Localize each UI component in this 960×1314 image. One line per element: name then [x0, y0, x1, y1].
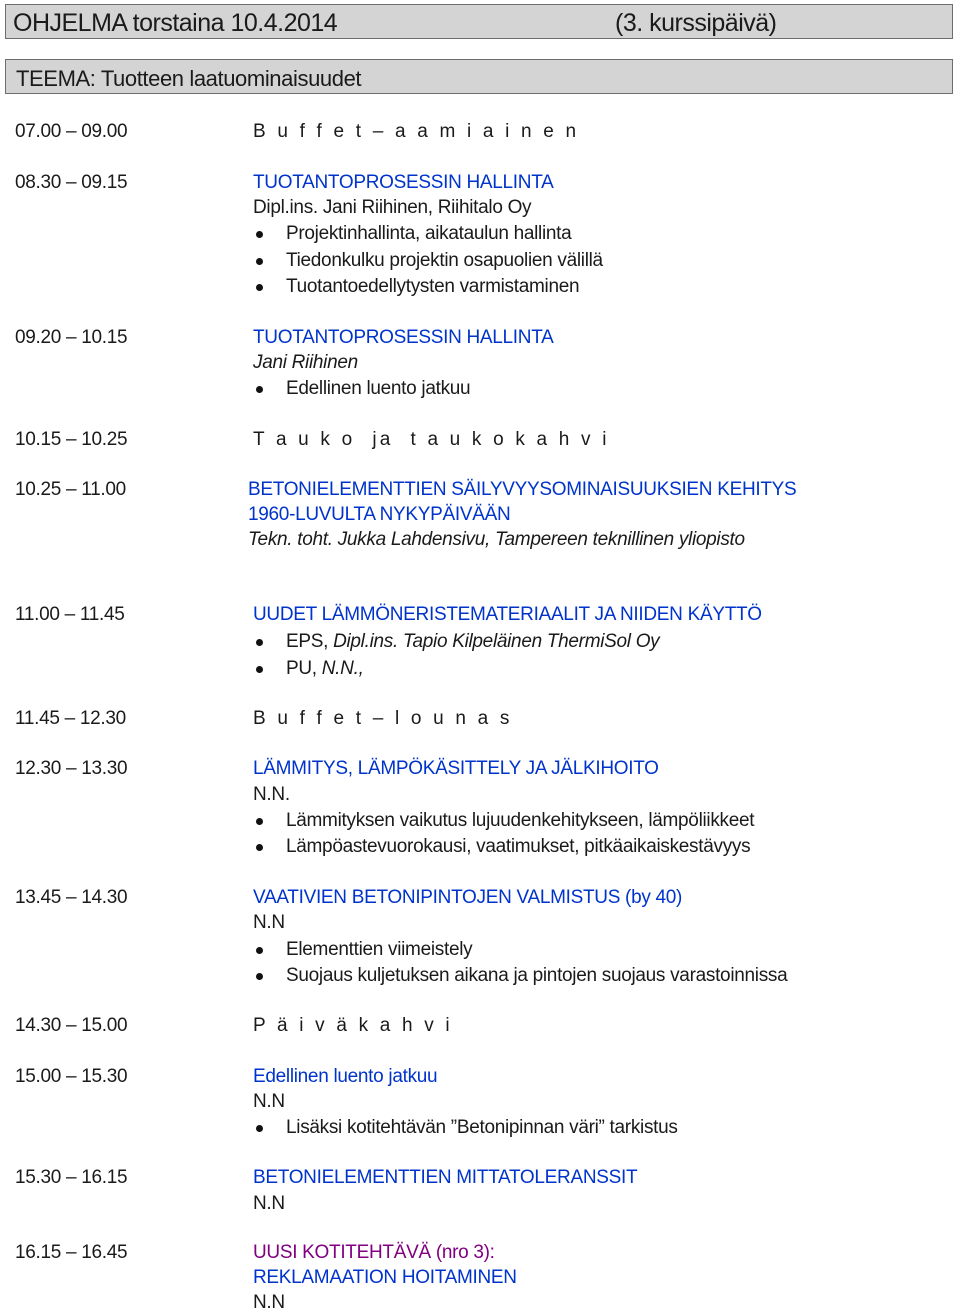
session-title: TUOTANTOPROSESSIN HALLINTA — [253, 327, 554, 348]
session-time: 13.45 – 14.30 — [15, 887, 128, 908]
session-speaker: N.N — [253, 1193, 285, 1214]
session-title: TUOTANTOPROSESSIN HALLINTA — [253, 172, 554, 193]
session-time: 10.25 – 11.00 — [15, 479, 126, 500]
theme-text: TEEMA: Tuotteen laatuominaisuudet — [16, 66, 362, 91]
session-title: BETONIELEMENTTIEN SÄILYVYYSOMINAISUUKSIEN KEHITYS — [248, 479, 797, 500]
bullet-icon — [256, 844, 263, 851]
session-time: 07.00 – 09.00 — [15, 121, 128, 142]
session-title: REKLAMAATION HOITAMINEN — [253, 1267, 517, 1288]
title-banner — [5, 4, 953, 39]
session-time: 16.15 – 16.45 — [15, 1242, 128, 1263]
session-time: 15.30 – 16.15 — [15, 1167, 128, 1188]
session-time: 11.00 – 11.45 — [15, 604, 125, 625]
session-speaker: N.N — [253, 912, 285, 933]
session-time: 11.45 – 12.30 — [15, 708, 126, 729]
bullet-icon — [256, 1125, 263, 1132]
bullet-icon — [256, 639, 263, 646]
bullet-icon — [256, 947, 263, 954]
bullet-icon — [256, 231, 263, 238]
session-title: P ä i v ä k a h v i — [253, 1015, 453, 1036]
session-speaker: Tekn. toht. Jukka Lahdensivu, Tampereen teknillinen yliopisto — [248, 529, 745, 550]
program-title: OHJELMA torstaina 10.4.2014 — [13, 9, 338, 37]
session-title: B u f f e t – a a m i a i n e n — [253, 121, 580, 142]
session-time: 14.30 – 15.00 — [15, 1015, 128, 1036]
bullet-icon — [256, 818, 263, 825]
session-title: T a u k o ja t a u k o k a h v i — [253, 429, 610, 450]
session-time: 09.20 – 10.15 — [15, 327, 128, 348]
session-speaker: N.N — [253, 1292, 285, 1313]
session-time: 08.30 – 09.15 — [15, 172, 128, 193]
session-title: UUDET LÄMMÖNERISTEMATERIAALIT JA NIIDEN KÄYTTÖ — [253, 604, 762, 625]
bullet-icon — [256, 973, 263, 980]
session-title: VAATIVIEN BETONIPINTOJEN VALMISTUS (by 40) — [253, 887, 683, 908]
session-speaker: Dipl.ins. Jani Riihinen, Riihitalo Oy — [253, 197, 532, 218]
bullet-icon — [256, 386, 263, 393]
session-title: LÄMMITYS, LÄMPÖKÄSITTELY JA JÄLKIHOITO — [253, 758, 659, 779]
session-speaker: N.N — [253, 1091, 285, 1112]
session-title: UUSI KOTITEHTÄVÄ (nro 3): — [253, 1242, 495, 1263]
bullet-icon — [256, 666, 263, 673]
bullet-icon — [256, 284, 263, 291]
course-day-label: (3. kurssipäivä) — [615, 9, 777, 37]
session-speaker: Jani Riihinen — [253, 352, 358, 373]
session-time: 12.30 – 13.30 — [15, 758, 128, 779]
program-page: OHJELMA torstaina 10.4.2014 (3. kurssipäivä) TEEMA: Tuotteen laatuominaisuudet 07.00 – 09.00 B u f f e t – a a m i a i n e n 08.30 – 09.15 TUOTANTOPROSESSIN HALLINTA Dipl.ins. Jani Riihinen, Riihitalo Oy Projektinhallinta, aikataulun hallinta Tiedonkulku projektin osapuolien välillä Tuotantoedellytysten varmistaminen 09.20 – 10.15 TUOTANTOPROSESSIN HALLINTA Jani Riihinen Edellinen luento jatkuu 10.15 – 10.25 T a u k o ja t a u k o k a h v i 10.25 – 11.00 BETONIELEMENTTIEN SÄILYVYYSOMINAISUUKSIEN KEHITYS 1960-LUVULTA NYKYPÄIVÄÄN Tekn. toht. Jukka Lahdensivu, Tampereen teknillinen yliopisto 11.00 – 11.45 UUDET LÄMMÖNERISTEMATERIAALIT JA NIIDEN KÄYTTÖ EPS, Dipl.ins. Tapio Kilpeläinen ThermiSol Oy PU, N.N., 11.45 – 12.30 B u f f e t – l o u n a s 12.30 – 13.30 LÄMMITYS, LÄMPÖKÄSITTELY JA JÄLKIHOITO N.N. Lämmityksen vaikutus lujuudenkehitykseen, lämpöliikkeet Lämpöastevuorokausi, vaatimukset, pitkäaikaiskestävyys 13.45 – 14.30 VAATIVIEN BETONIPINTOJEN VALMISTUS (by 40) N.N Elementtien viimeistely Suojaus kuljetuksen aikana ja pintojen suojaus varastoinnissa 14.30 – 15.00 P ä i v ä k a h v i 15.00 – 15.30 Edellinen luento jatkuu N.N Lisäksi kotitehtävän ”Betonipinnan väri” tarkistus 15.30 – 16.15 BETONIELEMENTTIEN MITTATOLERANSSIT N.N 16.15 – 16.45 UUSI KOTITEHTÄVÄ (nro 3): REKLAMAATION HOITAMINEN N.N — [0, 0, 960, 1313]
session-title: 1960-LUVULTA NYKYPÄIVÄÄN — [248, 504, 511, 525]
session-speaker: N.N. — [253, 784, 290, 805]
theme-banner — [5, 59, 953, 94]
session-title: BETONIELEMENTTIEN MITTATOLERANSSIT — [253, 1167, 638, 1188]
session-time: 10.15 – 10.25 — [15, 429, 128, 450]
session-time: 15.00 – 15.30 — [15, 1066, 128, 1087]
session-title: Edellinen luento jatkuu — [253, 1066, 438, 1087]
bullet-icon — [256, 258, 263, 265]
session-title: B u f f e t – l o u n a s — [253, 708, 513, 729]
